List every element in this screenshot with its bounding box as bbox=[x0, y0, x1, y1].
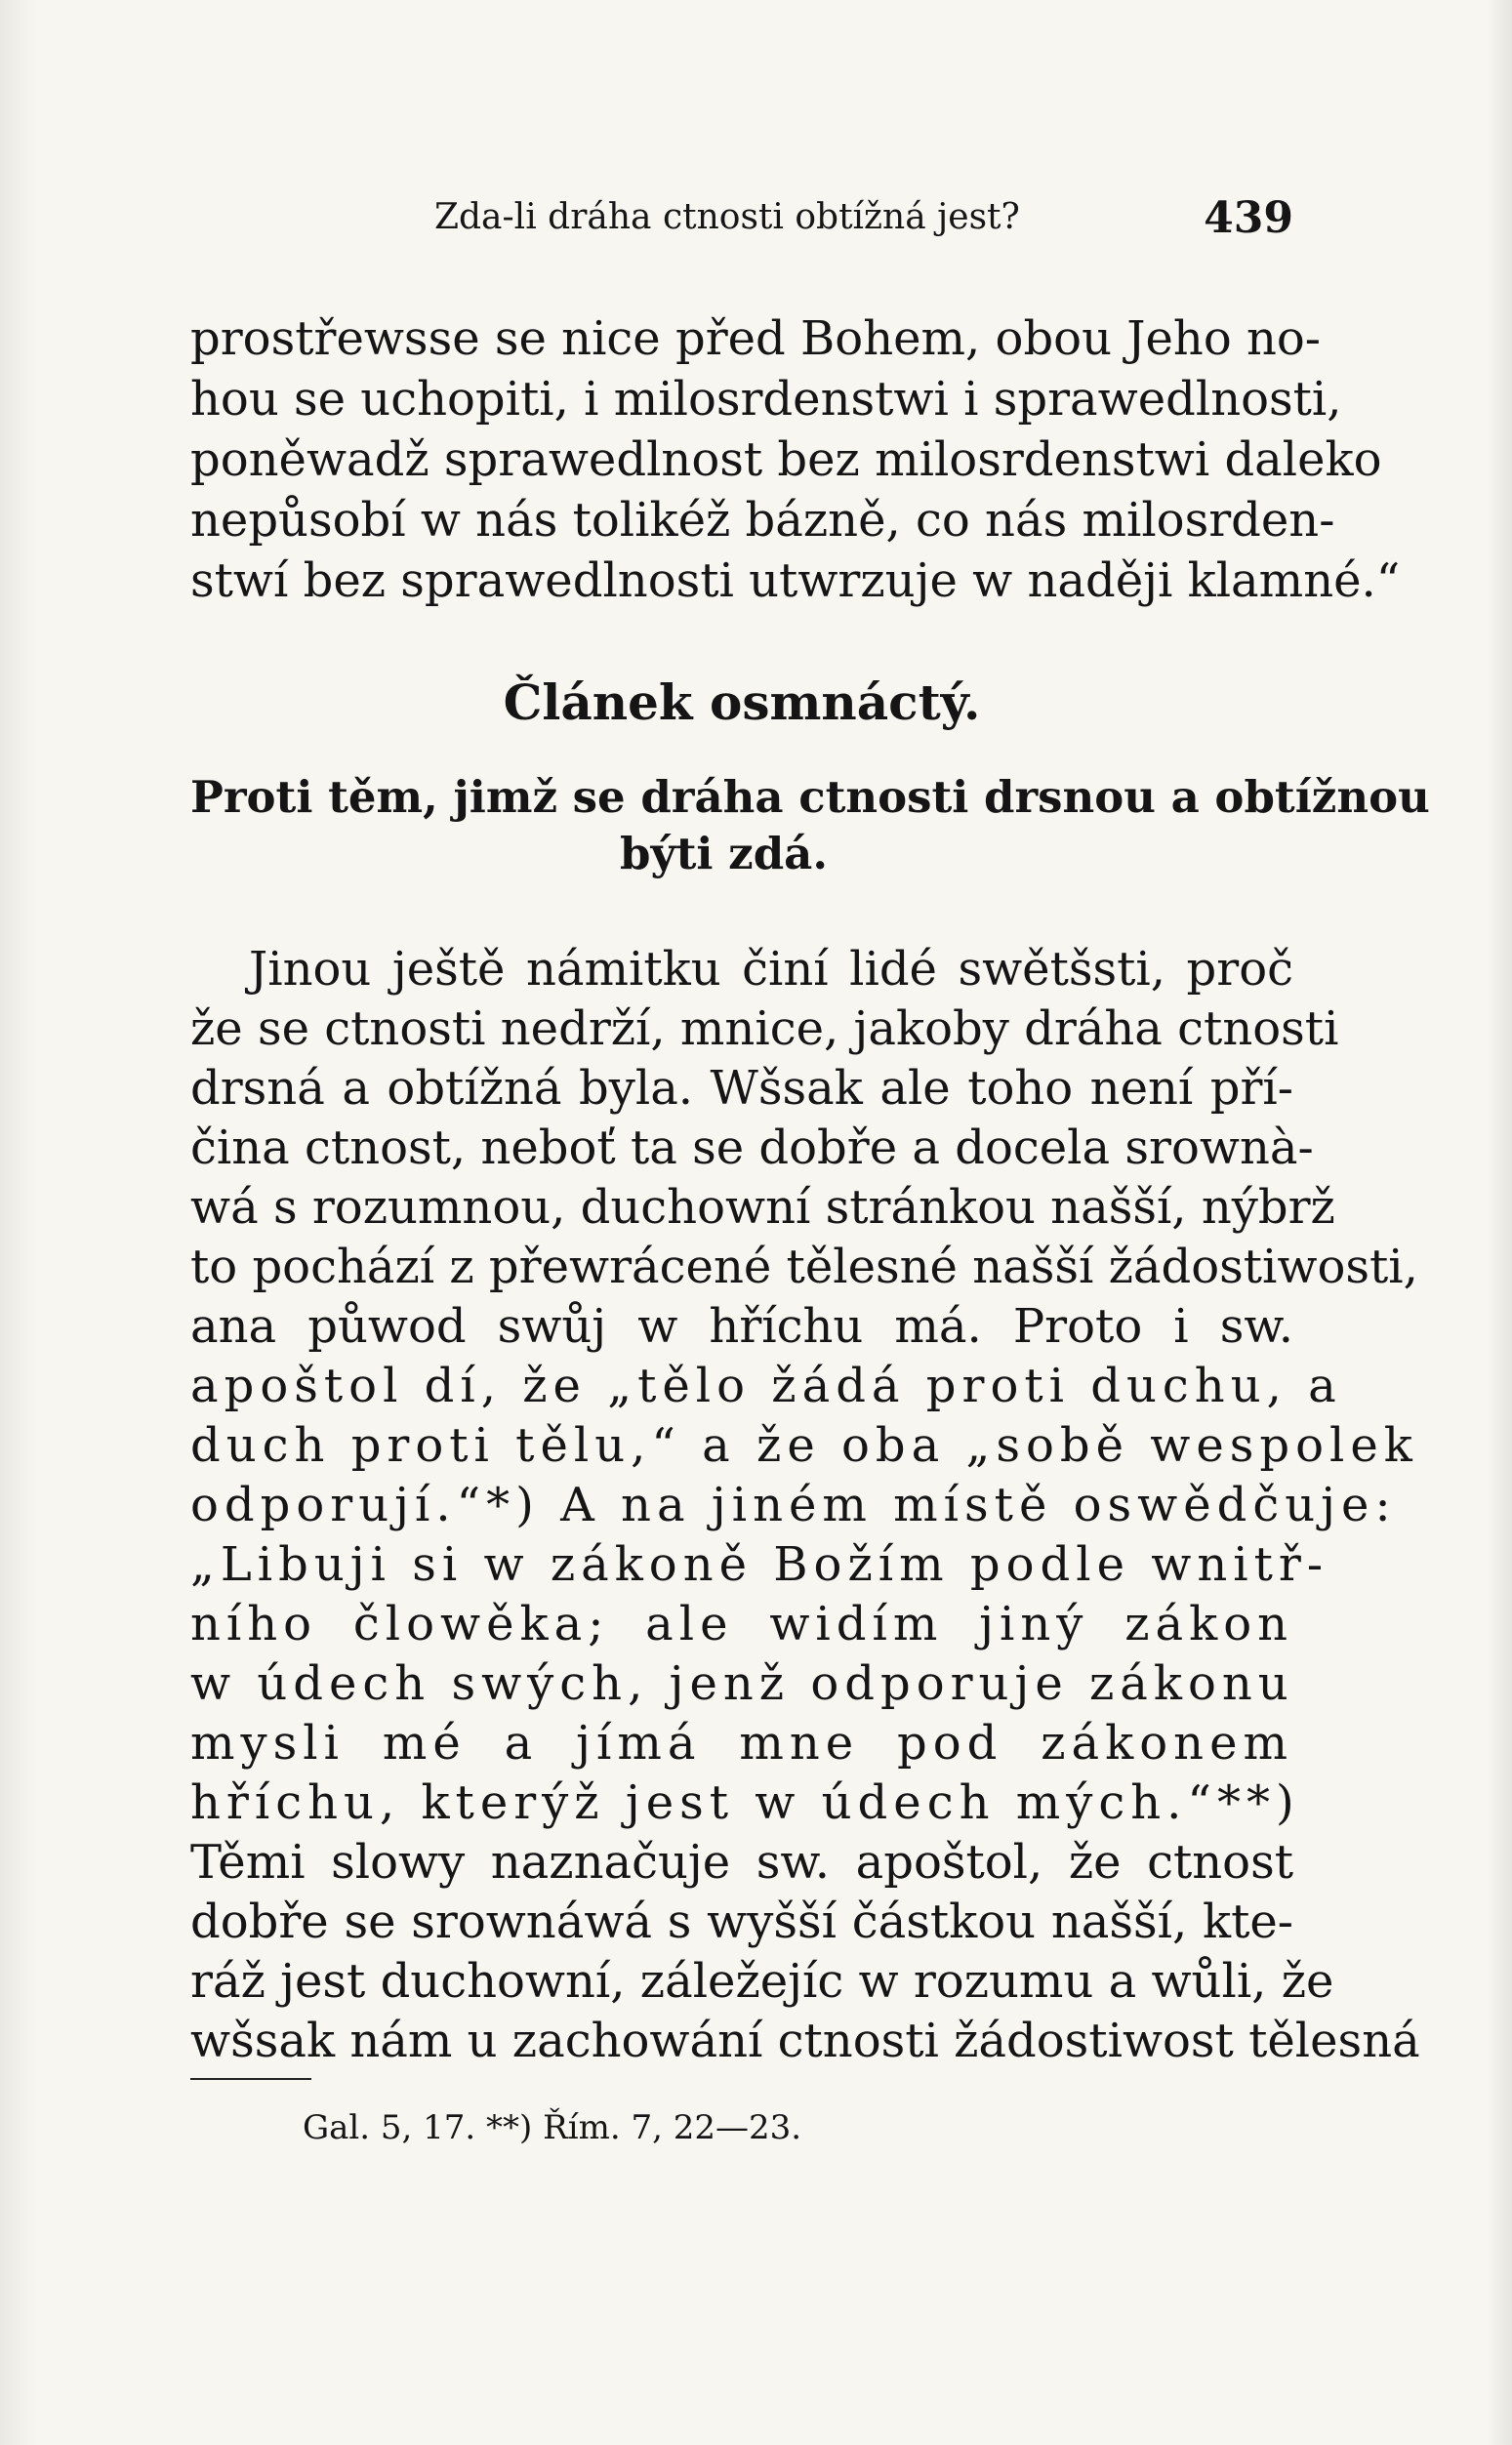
chapter-subtitle-line: Proti těm, jimž se dráha ctnosti drsnou a obtížnou bbox=[190, 771, 1430, 823]
chapter-subtitle-line: býti zdá. bbox=[620, 828, 829, 879]
footnote-divider bbox=[190, 2078, 311, 2080]
text-line: wá s rozumnou, duchowní stránkou našší, nýbrž bbox=[190, 1180, 1335, 1235]
text-line: Jinou ještě námitku činí lidé swětšsti, proč bbox=[249, 942, 1293, 997]
page-header bbox=[434, 193, 1293, 256]
text-line: stwí bez sprawedlnosti utwrzuje w naději klamné.“ bbox=[190, 553, 1401, 608]
body-paragraph bbox=[190, 941, 1420, 2068]
text-line: wšsak nám u zachowání ctnosti žádostiwost tělesná bbox=[190, 2014, 1420, 2068]
text-line: ana půwod swůj w hříchu má. Proto i sw. bbox=[190, 1299, 1293, 1354]
text-line: nepůsobí w nás tolikéž bázně, co nás milosrden- bbox=[190, 493, 1335, 548]
text-line: mysli mé a jímá mne pod zákonem bbox=[190, 1716, 1293, 1771]
text-line: drsná a obtížná byla. Wšsak ale toho není pří- bbox=[190, 1061, 1293, 1116]
text-line: poněwadž sprawedlnost bez milosrdenstwi daleko bbox=[190, 432, 1382, 487]
text-line: prostřewsse se nice před Bohem, obou Jeho no- bbox=[190, 311, 1321, 366]
running-title: Zda-li dráha ctnosti obtížná jest? bbox=[434, 197, 1020, 237]
text-line: že se ctnosti nedrží, mnice, jakoby dráha ctnosti bbox=[190, 1001, 1339, 1056]
text-line: apoštol dí, že „tělo žádá proti duchu, a bbox=[190, 1359, 1342, 1413]
text-line: čina ctnost, neboť ta se dobře a docela srownà- bbox=[190, 1121, 1314, 1175]
text-line: hříchu, kterýž jest w údech mých.“**) bbox=[190, 1775, 1300, 1830]
page-edge-left bbox=[0, 0, 37, 2445]
page-edge-right bbox=[1487, 0, 1512, 2445]
text-line: to pochází z přewrácené tělesné našší žádostiwosti, bbox=[190, 1240, 1418, 1294]
continuation-paragraph bbox=[190, 310, 1401, 632]
text-line: odporují.“*) A na jiném místě oswědčuje: bbox=[190, 1478, 1397, 1532]
text-line: hou se uchopiti, i milosrdenstwi i sprawedlnosti, bbox=[190, 372, 1342, 427]
text-line: ního člowěka; ale widím jiný zákon bbox=[190, 1597, 1293, 1651]
chapter-heading bbox=[190, 673, 1430, 908]
text-line: ráž jest duchowní, záležejíc w rozumu a wůli, že bbox=[190, 1954, 1334, 2009]
chapter-title: Článek osmnáctý. bbox=[503, 673, 981, 731]
text-line: duch proti tělu,“ a že oba „sobě wespolek bbox=[190, 1418, 1418, 1473]
text-line: dobře se srownáwá s wyšší částkou našší, kte- bbox=[190, 1895, 1293, 1949]
page-number: 439 bbox=[1204, 193, 1293, 243]
text-line: „Libuji si w zákoně Božím podle wnitř- bbox=[190, 1537, 1329, 1592]
footnotes: Gal. 5, 17. **) Řím. 7, 22—23. bbox=[303, 2108, 802, 2147]
text-line: w údech swých, jenž odporuje zákonu bbox=[190, 1656, 1294, 1711]
text-line: Těmi slowy naznačuje sw. apoštol, že ctnost bbox=[190, 1835, 1293, 1890]
